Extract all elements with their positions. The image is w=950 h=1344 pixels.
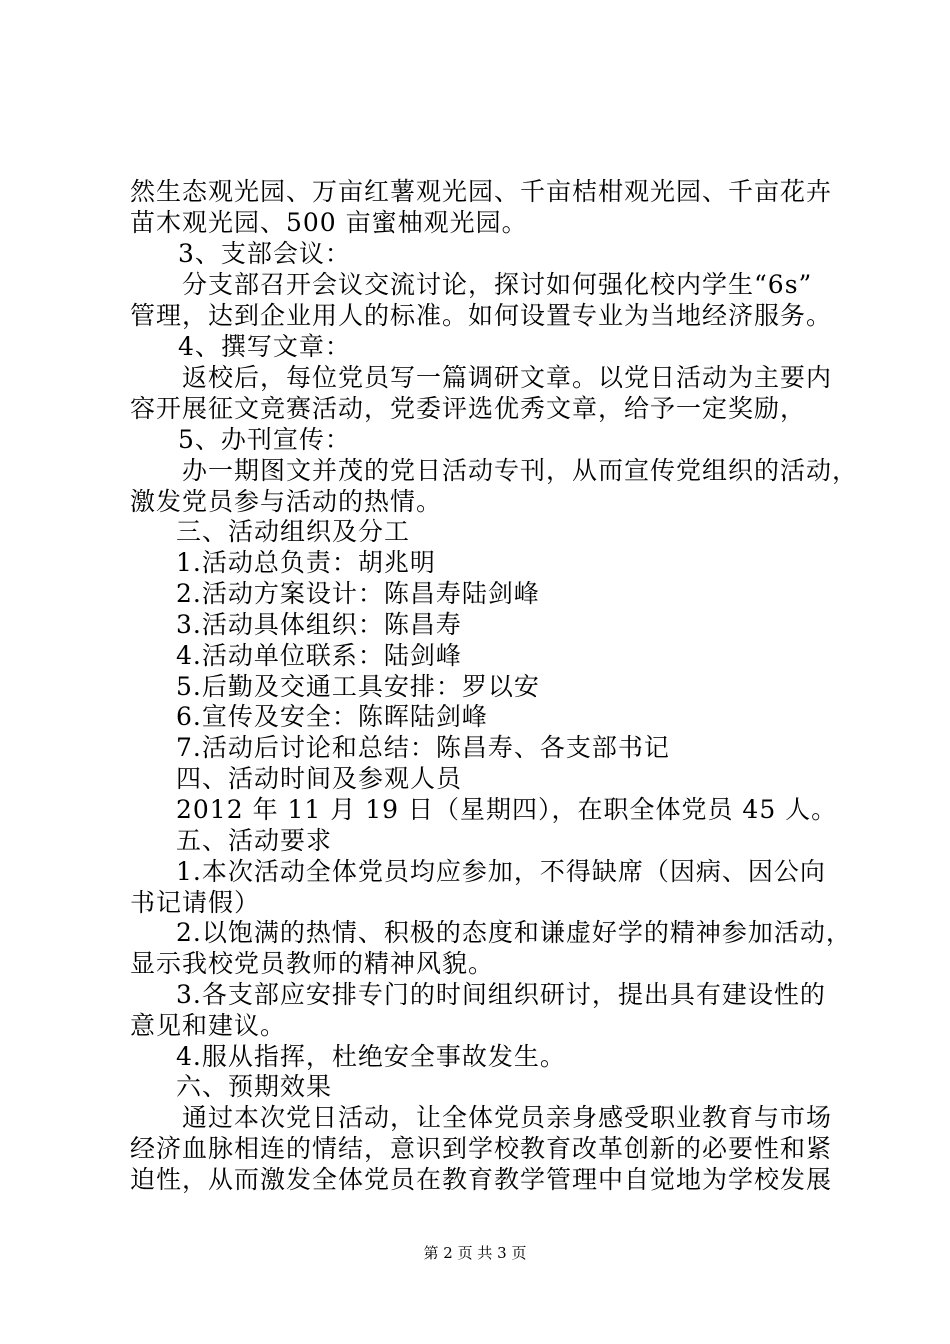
list-item: 2.以饱满的热情、积极的态度和谦虚好学的精神参加活动， bbox=[176, 918, 852, 947]
text-line: 返校后，每位党员写一篇调研文章。以党日活动为主要内 bbox=[182, 363, 833, 392]
text-line: 激发党员参与活动的热情。 bbox=[130, 487, 443, 516]
text-line: 容开展征文竞赛活动，党委评选优秀文章，给予一定奖励， bbox=[130, 394, 807, 423]
page-number-footer: 第 2 页 共 3 页 bbox=[423, 1244, 527, 1262]
list-item: 3.各支部应安排专门的时间组织研讨，提出具有建设性的 bbox=[176, 980, 826, 1009]
section-heading: 3、支部会议： bbox=[178, 239, 351, 268]
text-line: 书记请假） bbox=[130, 888, 261, 917]
list-item: 1.本次活动全体党员均应参加，不得缺席（因病、因公向 bbox=[176, 857, 826, 886]
text-line: 显示我校党员教师的精神风貌。 bbox=[130, 949, 495, 978]
text-line: 经济血脉相连的情结，意识到学校教育改革创新的必要性和紧 bbox=[130, 1134, 833, 1163]
list-item: 1.活动总负责：胡兆明 bbox=[176, 548, 436, 577]
text-line: 通过本次党日活动，让全体党员亲身感受职业教育与市场 bbox=[182, 1103, 833, 1132]
list-item: 4.活动单位联系：陆剑峰 bbox=[176, 641, 462, 670]
section-heading: 六、预期效果 bbox=[176, 1072, 333, 1101]
list-item: 7.活动后讨论和总结：陈昌寿、各支部书记 bbox=[176, 733, 670, 762]
section-heading: 三、活动组织及分工 bbox=[176, 517, 411, 546]
section-heading: 四、活动时间及参观人员 bbox=[176, 764, 463, 793]
text-line: 迫性，从而激发全体党员在教育教学管理中自觉地为学校发展 bbox=[130, 1165, 833, 1194]
list-item: 5.后勤及交通工具安排：罗以安 bbox=[176, 672, 540, 701]
section-heading: 5、办刊宣传： bbox=[178, 425, 351, 454]
text-line: 管理，达到企业用人的标准。如何设置专业为当地经济服务。 bbox=[130, 301, 833, 330]
section-heading: 五、活动要求 bbox=[176, 826, 333, 855]
text-line: 2012 年 11 月 19 日（星期四），在职全体党员 45 人。 bbox=[176, 795, 838, 824]
list-item: 6.宣传及安全：陈晖陆剑峰 bbox=[176, 702, 488, 731]
section-heading: 4、撰写文章： bbox=[178, 332, 351, 361]
list-item: 2.活动方案设计：陈昌寿陆剑峰 bbox=[176, 579, 540, 608]
list-item: 4.服从指挥，杜绝安全事故发生。 bbox=[176, 1042, 566, 1071]
text-line: 苗木观光园、500 亩蜜柚观光园。 bbox=[130, 208, 528, 237]
text-line: 然生态观光园、万亩红薯观光园、千亩桔柑观光园、千亩花卉 bbox=[130, 177, 833, 206]
text-line: 办一期图文并茂的党日活动专刊，从而宣传党组织的活动， bbox=[182, 456, 859, 485]
text-line: 分支部召开会议交流讨论，探讨如何强化校内学生“6s” bbox=[182, 270, 813, 299]
text-line: 意见和建议。 bbox=[130, 1011, 287, 1040]
list-item: 3.活动具体组织：陈昌寿 bbox=[176, 610, 462, 639]
